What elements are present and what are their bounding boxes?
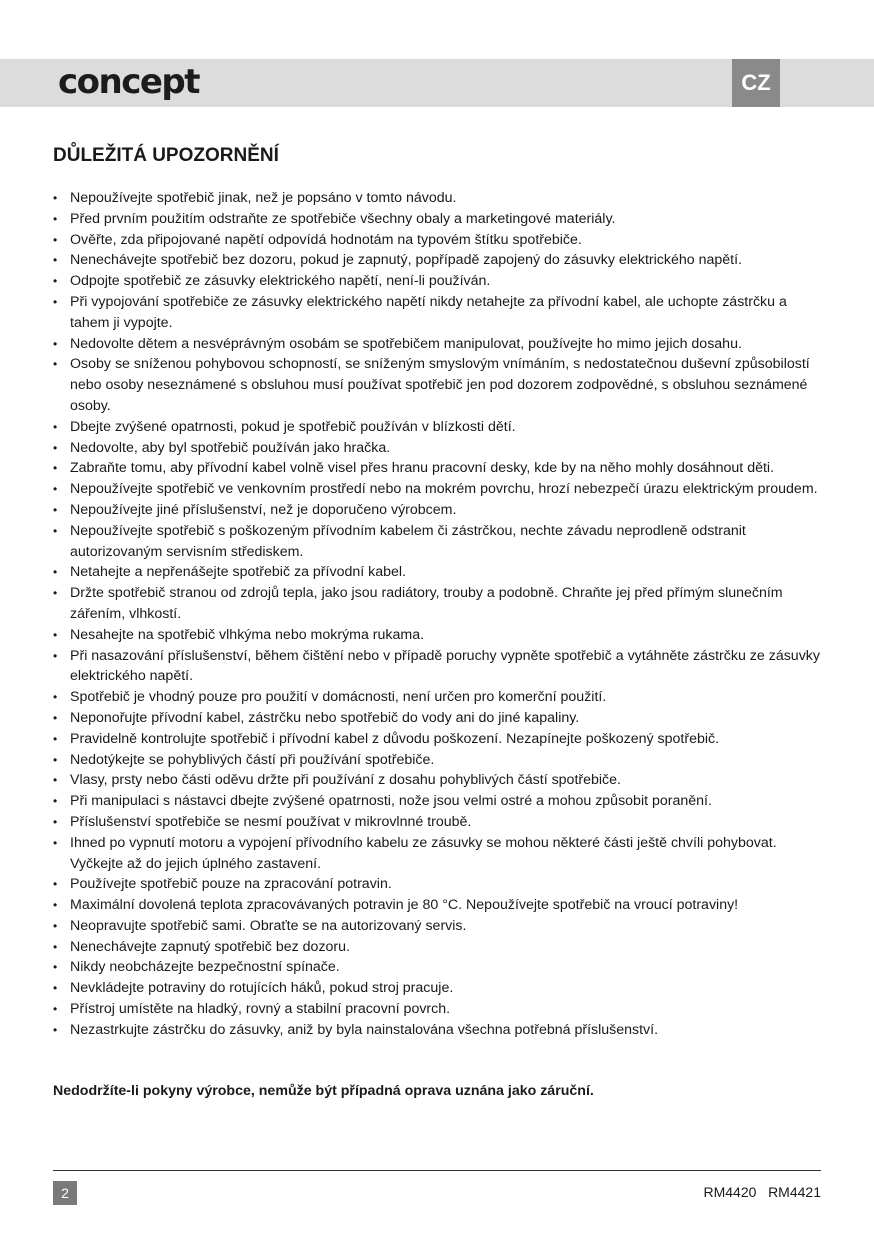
model-codes: RM4420 RM4421	[703, 1184, 821, 1200]
list-item: • Před prvním použitím odstraňte ze spotřebiče všechny obaly a marketingové materiály.	[53, 209, 825, 230]
list-item: • Zabraňte tomu, aby přívodní kabel volně visel přes hranu pracovní desky, kde by na něho mohly dosáhnout děti.	[53, 458, 825, 479]
warranty-note: Nedodržíte-li pokyny výrobce, nemůže být případná oprava uznána jako záruční.	[53, 1083, 594, 1099]
language-badge: CZ	[732, 59, 780, 107]
list-item: • Netahejte a nepřenášejte spotřebič za přívodní kabel.	[53, 562, 825, 583]
list-item: • Nikdy neobcházejte bezpečnostní spínače.	[53, 957, 825, 978]
list-item: • Přístroj umístěte na hladký, rovný a stabilní pracovní povrch.	[53, 999, 825, 1020]
list-item: • Nepoužívejte jiné příslušenství, než je doporučeno výrobcem.	[53, 500, 825, 521]
list-item: • Nenechávejte spotřebič bez dozoru, pokud je zapnutý, popřípadě zapojený do zásuvky elektrického napětí.	[53, 250, 825, 271]
list-item: • Nevkládejte potraviny do rotujících háků, pokud stroj pracuje.	[53, 978, 825, 999]
list-item: • Příslušenství spotřebiče se nesmí používat v mikrovlnné troubě.	[53, 812, 825, 833]
list-item: • Používejte spotřebič pouze na zpracování potravin.	[53, 874, 825, 895]
list-item: • Nenechávejte zapnutý spotřebič bez dozoru.	[53, 937, 825, 958]
list-item: • Při manipulaci s nástavci dbejte zvýšené opatrnosti, nože jsou velmi ostré a mohou způsobit poranění.	[53, 791, 825, 812]
list-item: • Nedotýkejte se pohyblivých částí při používání spotřebiče.	[53, 750, 825, 771]
list-item: • Při vypojování spotřebiče ze zásuvky elektrického napětí nikdy netahejte za přívodní kabel, ale uchopte zástrčku a tahem ji vypojte.	[53, 292, 825, 334]
list-item: • Neopravujte spotřebič sami. Obraťte se na autorizovaný servis.	[53, 916, 825, 937]
list-item: • Dbejte zvýšené opatrnosti, pokud je spotřebič používán v blízkosti dětí.	[53, 417, 825, 438]
list-item: • Při nasazování příslušenství, během čištění nebo v případě poruchy vypněte spotřebič a vytáhněte zástrčku ze zásuvky elektrického napětí.	[53, 646, 825, 688]
page-number: 2	[53, 1181, 77, 1205]
list-item: • Maximální dovolená teplota zpracovávaných potravin je 80 °C. Nepoužívejte spotřebič na vroucí potraviny!	[53, 895, 825, 916]
list-item: • Odpojte spotřebič ze zásuvky elektrického napětí, není-li používán.	[53, 271, 825, 292]
list-item: • Nepoužívejte spotřebič s poškozeným přívodním kabelem či zástrčkou, nechte závadu neprodleně odstranit autorizovaným servisním střediskem.	[53, 521, 825, 563]
list-item: • Držte spotřebič stranou od zdrojů tepla, jako jsou radiátory, trouby a podobně. Chraňte jej před přímým slunečním zářením, vlhkostí.	[53, 583, 825, 625]
list-item: • Vlasy, prsty nebo části oděvu držte při používání z dosahu pohyblivých částí spotřebiče.	[53, 770, 825, 791]
list-item: • Nedovolte, aby byl spotřebič používán jako hračka.	[53, 438, 825, 459]
list-item: • Nepoužívejte spotřebič ve venkovním prostředí nebo na mokrém povrchu, hrozí nebezpečí úrazu elektrickým proudem.	[53, 479, 825, 500]
list-item: • Ihned po vypnutí motoru a vypojení přívodního kabelu ze zásuvky se mohou některé části ještě chvíli pohybovat. Vyčkejte až do jejich úplného zastavení.	[53, 833, 825, 875]
list-item: • Nesahejte na spotřebič vlhkýma nebo mokrýma rukama.	[53, 625, 825, 646]
list-item: • Neponořujte přívodní kabel, zástrčku nebo spotřebič do vody ani do jiné kapaliny.	[53, 708, 825, 729]
footer-divider	[53, 1170, 821, 1171]
brand-logo: concept	[58, 62, 200, 102]
list-item: • Osoby se sníženou pohybovou schopností, se sníženým smyslovým vnímáním, s nedostatečnou duševní způsobilostí nebo osoby neseznámené s obsluhou musí používat spotřebič jen pod dozorem zodpovědné, s obsluhou seznámené osoby.	[53, 354, 825, 416]
list-item: • Spotřebič je vhodný pouze pro použití v domácnosti, není určen pro komerční použití.	[53, 687, 825, 708]
list-item: • Ověřte, zda připojované napětí odpovídá hodnotám na typovém štítku spotřebiče.	[53, 230, 825, 251]
page-title: DŮLEŽITÁ UPOZORNĚNÍ	[53, 145, 279, 166]
warning-list	[53, 188, 825, 1041]
list-item: • Nezastrkujte zástrčku do zásuvky, aniž by byla nainstalována všechna potřebná příslušenství.	[53, 1020, 825, 1041]
list-item: • Pravidelně kontrolujte spotřebič i přívodní kabel z důvodu poškození. Nezapínejte poškozený spotřebič.	[53, 729, 825, 750]
list-item: • Nedovolte dětem a nesvéprávným osobám se spotřebičem manipulovat, používejte ho mimo jejich dosahu.	[53, 334, 825, 355]
list-item: • Nepoužívejte spotřebič jinak, než je popsáno v tomto návodu.	[53, 188, 825, 209]
